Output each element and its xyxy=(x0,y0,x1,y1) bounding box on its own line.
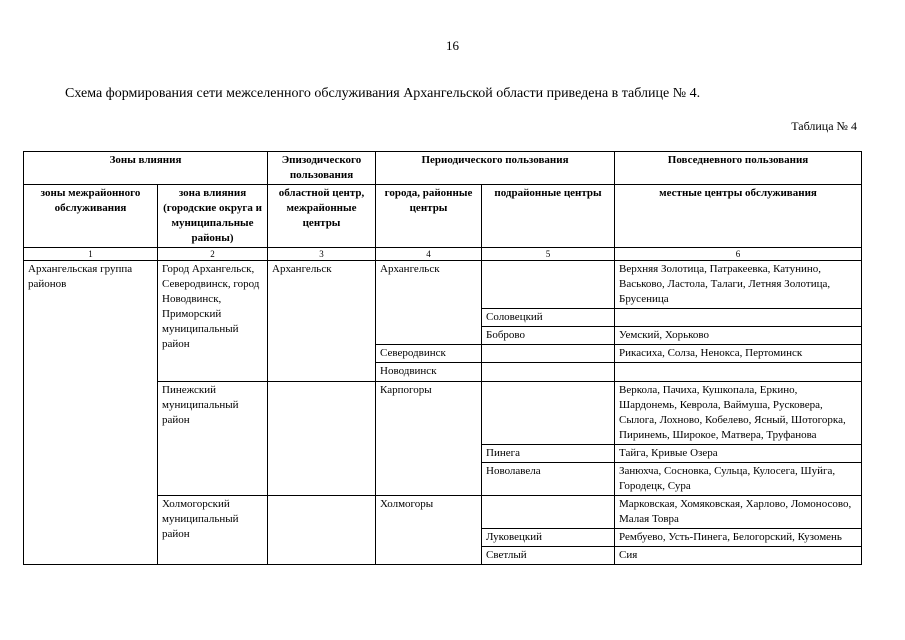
district-center-severodvinsk: Северодвинск xyxy=(376,345,482,363)
service-network-table xyxy=(23,151,862,565)
local-lukovetsky: Рембуево, Усть-Пинега, Белогорский, Кузомень xyxy=(615,528,862,546)
zone-kholmogory: Холмогорский муниципальный район xyxy=(158,495,268,564)
table-row xyxy=(24,261,862,309)
header-sub-row xyxy=(24,185,862,248)
column-number: 4 xyxy=(376,248,482,261)
column-number: 5 xyxy=(482,248,615,261)
header-episodic: Эпизодического пользования xyxy=(268,152,376,185)
zone-pinega: Пинежский муниципальный район xyxy=(158,381,268,495)
local-empty xyxy=(615,309,862,327)
column-number: 2 xyxy=(158,248,268,261)
subdistrict-lukovetsky: Луковецкий xyxy=(482,528,615,546)
subdistrict-svetly: Светлый xyxy=(482,546,615,564)
local-kholmogory: Марковская, Хомяковская, Харлово, Ломоносово, Малая Товра xyxy=(615,495,862,528)
intro-paragraph: Схема формирования сети межселенного обслуживания Архангельской области приведена в таблице № 4. xyxy=(65,86,701,101)
subdistrict-bobrovo: Боброво xyxy=(482,327,615,345)
subdistrict-empty xyxy=(482,261,615,309)
local-svetly: Сия xyxy=(615,546,862,564)
district-center-novodvinsk: Новодвинск xyxy=(376,363,482,381)
header-periodic: Периодического пользования xyxy=(376,152,615,185)
local-pinega: Тайга, Кривые Озера xyxy=(615,444,862,462)
center-empty xyxy=(268,381,376,495)
local-bobrovo: Уемский, Хорьково xyxy=(615,327,862,345)
column-number: 3 xyxy=(268,248,376,261)
subdistrict-pinega: Пинега xyxy=(482,444,615,462)
local-arkhangelsk: Верхняя Золотица, Патракеевка, Катунино, Васьково, Ластола, Талаги, Летняя Золотица, Брусеница xyxy=(615,261,862,309)
local-severodvinsk: Рикасиха, Солза, Ненокса, Пертоминск xyxy=(615,345,862,363)
subdistrict-novolavela: Новолавела xyxy=(482,462,615,495)
local-empty xyxy=(615,363,862,381)
page-number: 16 xyxy=(446,38,459,53)
header-local-centers: местные центры обслуживания xyxy=(615,185,862,248)
header-daily: Повседневного пользования xyxy=(615,152,862,185)
header-interdistrict: зоны межрайонного обслуживания xyxy=(24,185,158,248)
header-zones: Зоны влияния xyxy=(24,152,268,185)
header-group-row xyxy=(24,152,862,185)
district-center-kholmogory: Холмогоры xyxy=(376,495,482,564)
group-name-cell: Архангельская группа районов xyxy=(24,261,158,565)
center-empty xyxy=(268,495,376,564)
local-novolavela: Занюхча, Сосновка, Сульца, Кулосега, Шуйга, Городецк, Сура xyxy=(615,462,862,495)
local-karpogory: Веркола, Пачиха, Кушкопала, Еркино, Шардонемь, Кеврола, Ваймуша, Русковера, Сылога, Лохново, Кобелево, Ясный, Шотогорка, Пиринемь, Широкое, Матвера, Труфанова xyxy=(615,381,862,444)
zone-arkhangelsk: Город Архангельск, Северодвинск, город Новодвинск, Приморский муниципальный район xyxy=(158,261,268,382)
column-number-row xyxy=(24,248,862,261)
header-district-centers: города, районные центры xyxy=(376,185,482,248)
center-arkhangelsk: Архангельск xyxy=(268,261,376,382)
district-center-karpogory: Карпогоры xyxy=(376,381,482,495)
column-number: 6 xyxy=(615,248,862,261)
subdistrict-empty xyxy=(482,381,615,444)
header-influence: зона влияния (городские округа и муниципальные районы) xyxy=(158,185,268,248)
header-regional-center: областной центр, межрайонные центры xyxy=(268,185,376,248)
subdistrict-empty xyxy=(482,495,615,528)
table-caption: Таблица № 4 xyxy=(791,119,857,133)
subdistrict-empty xyxy=(482,363,615,381)
subdistrict-solovetsky: Соловецкий xyxy=(482,309,615,327)
district-center-arkhangelsk: Архангельск xyxy=(376,261,482,345)
subdistrict-empty xyxy=(482,345,615,363)
header-subdistrict-centers: подрайонные центры xyxy=(482,185,615,248)
column-number: 1 xyxy=(24,248,158,261)
